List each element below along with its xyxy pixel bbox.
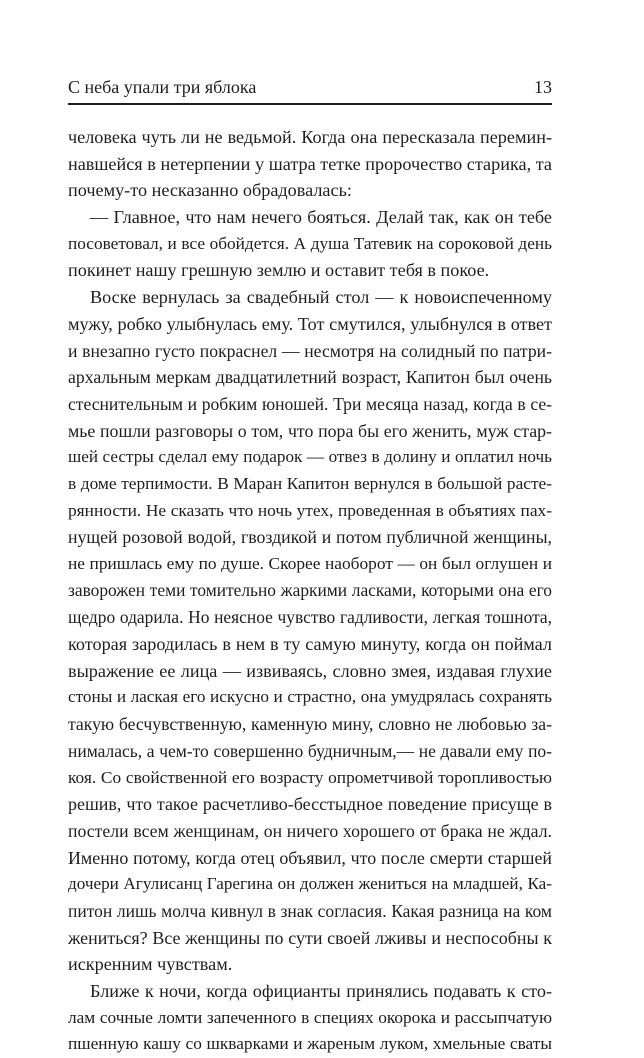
text-line: коя. Со свойственной его возрасту опрометчивой торопливостью [68,767,552,787]
text-line: почему-то несказанно обрадовалась: [68,180,352,201]
text-line: Ближе к ночи, когда официанты принялись подавать к сто- [90,981,552,1001]
running-header [68,76,552,102]
text-line: постели всем женщинам, он ничего хорошего от брака не ждал. [68,820,552,841]
text-line: в доме терпимости. В Маран Капитон вернулся в большой расте- [68,473,552,493]
text-line: шей сестры сделал ему подарок — отвез в долину и оплатил ночь [68,447,552,467]
text-line: решив, что такое расчетливо-бесстыдное поведение присуще в [68,794,552,815]
text-line: рянности. Не сказать что ночь утех, проведенная в объятиях пах- [68,500,552,520]
text-line: жениться? Все женщины по сути своей лживы и неспособны к [68,927,552,948]
text-line: нущей розовой водой, гвоздикой и потом публичной женщины, [68,527,552,548]
text-line: заворожен теми томительно жаркими ласками, которыми она его [68,580,552,600]
text-line: мье пошли разговоры о том, что пора бы его женить, муж стар- [68,420,552,441]
page-number: 13 [534,77,552,97]
text-line: посоветовал, и все обойдется. А душа Татевик на сороковой день [68,233,552,253]
text-line: искренним чувствам. [68,954,233,975]
text-line: человека чуть ли не ведьмой. Когда она пересказала перемин- [68,127,552,147]
text-line: мужу, робко улыбнулась ему. Тот смутился, улыбнулся в ответ [68,313,552,334]
text-line: лам сочные ломти запеченного в специях окорока и рассыпчатую [68,1007,552,1027]
text-line: пшенную кашу со шкварками и жареным луком, хмельные сваты [68,1034,552,1054]
text-line: не пришлась ему по душе. Скорее наоборот — он был оглушен и [68,554,552,573]
text-line: щедро одарила. Но неясное чувство гадливости, легкая тошнота, [68,607,552,628]
book-title: С неба упали три яблока [68,77,257,97]
text-line: покинет нашу грешную землю и оставит тебя в покое. [68,260,490,281]
text-line: такую бесчувственную, каменную мину, словно не любовью за- [68,714,552,735]
text-line: Именно потому, когда отец объявил, что после смерти старшей [68,847,552,868]
text-line: навшейся в нетерпении у шатра тетке пророчество старика, та [68,153,552,174]
text-line: — Главное, что нам нечего бояться. Делай так, как он тебе [90,207,552,228]
text-line: выражение ее лица — извиваясь, словно змея, издавая глухие [68,660,552,681]
text-line: нималась, а чем-то совершенно будничным,— не давали ему по- [68,740,552,761]
text-line: стоны и лаская его искусно и страстно, она умудрялась сохранять [68,687,552,707]
text-line: архальным меркам двадцатилетний возраст, Капитон был очень [68,367,552,388]
text-line: стеснительным и робким юношей. Три месяца назад, когда в се- [68,393,552,414]
text-line: Воске вернулась за свадебный стол — к новоиспеченному [90,287,552,308]
text-line: которая зародилась в нем в ту самую минуту, когда он поймал [68,634,552,655]
body-text [68,124,552,1058]
header-divider [68,103,552,105]
text-line: и внезапно густо покраснел — несмотря на солидный по патри- [68,340,552,361]
text-line: питон лишь молча кивнул в знак согласия. Какая разница на ком [68,900,552,921]
text-line: дочери Агулисанц Гарегина он должен жениться на младшей, Ка- [68,874,552,894]
